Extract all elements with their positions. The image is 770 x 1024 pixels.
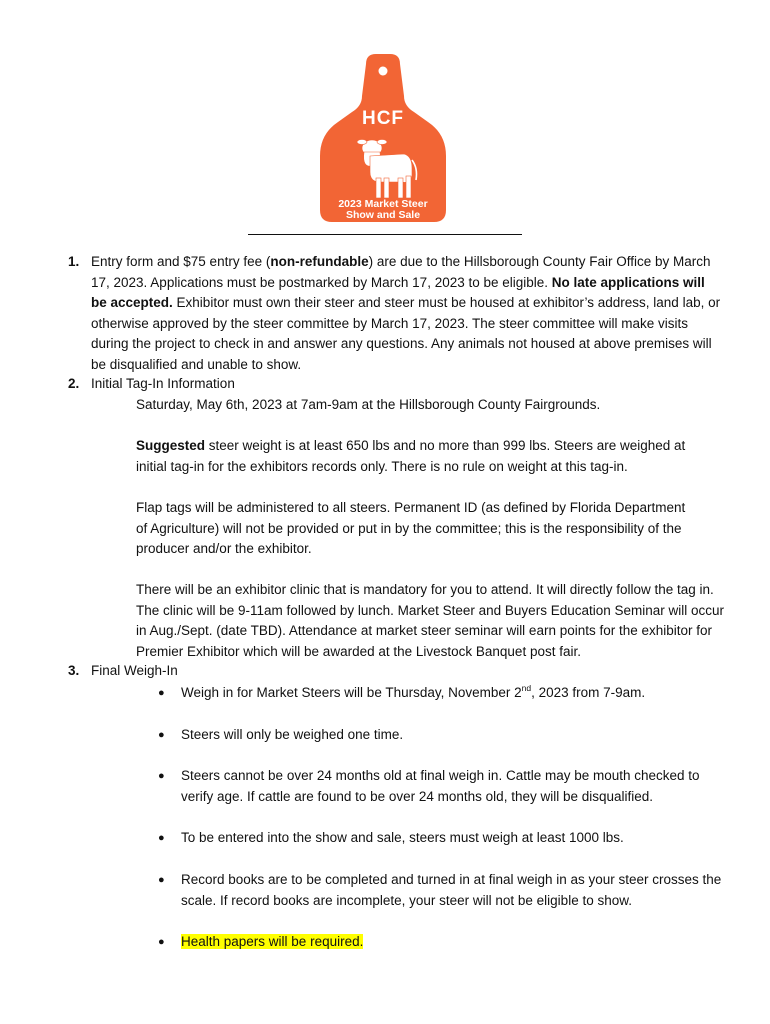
item-1-paragraph — [91, 252, 721, 376]
weigh-in-sup: nd — [521, 682, 532, 693]
item-1-number: 1. — [68, 254, 80, 269]
bullet-weighed-once: Steers will only be weighed one time. — [181, 727, 404, 742]
flap-tags-paragraph: Flap tags will be administered to all steers. Permanent ID (as defined by Florida Department of Agriculture) will not be provided or put in by the committee; this is the responsibility of the producer and/or the exhibitor. — [136, 500, 686, 557]
ear-tag-shape — [320, 54, 446, 222]
bullet-icon: ● — [158, 729, 165, 741]
bullet-icon: ● — [158, 770, 165, 782]
suggested-weight-paragraph — [136, 436, 718, 477]
ear-tag-logo — [320, 52, 446, 224]
item-3-number: 3. — [68, 663, 80, 678]
tag-in-date: Saturday, May 6th, 2023 at 7am-9am at the Hillsborough County Fairgrounds. — [136, 397, 601, 412]
item-1-text-b: ) are due to the Hillsborough County Fair Office by March 17, 2023. Applications must be postmarked by March 17, 2023 to be eligible. — [91, 254, 711, 290]
bullet-record-books: Record books are to be completed and turned in at final weigh in as your steer crosses the scale. If record books are incomplete, your steer will not be eligible to show. — [181, 872, 722, 908]
bullet-icon: ● — [158, 874, 165, 886]
bullet-health-papers — [181, 932, 726, 953]
item-1-text-a: Entry form and $75 entry fee ( — [91, 254, 271, 269]
suggested-weight-text: steer weight is at least 650 lbs and no more than 999 lbs. Steers are weighed at initial tag-in for the exhibitors records only. There is no rule on weight at this tag-in. — [136, 438, 686, 474]
bullet-icon: ● — [158, 832, 165, 844]
tag-hole — [379, 67, 388, 76]
bullet-icon: ● — [158, 687, 165, 699]
health-papers-highlight: Health papers will be required. — [181, 934, 364, 949]
hcf-logo — [320, 52, 446, 224]
item-1-text-c: Exhibitor must own their steer and steer must be housed at exhibitor’s address, land lab, or otherwise approved by the steer committee by March 17, 2023. The steer committee will make visits during the project to check in and answer any questions. Any animals not housed at above premises will be disqualified and unable to show. — [91, 295, 721, 372]
item-2-number: 2. — [68, 376, 80, 391]
bullet-weigh-in-date — [181, 683, 721, 704]
weigh-in-text-a: Weigh in for Market Steers will be Thursday, November 2 — [181, 685, 522, 700]
logo-caption-line2: Show and Sale — [345, 209, 421, 221]
item-1-no-late: No late applications will be accepted. — [91, 274, 705, 311]
logo-acronym: HCF — [361, 108, 405, 129]
item-1-non-refundable: non-refundable — [270, 254, 369, 269]
clinic-paragraph: There will be an exhibitor clinic that is mandatory for you to attend. It will directly follow the tag in. The clinic will be 9-11am followed by lunch. Market Steer and Buyers Education Seminar will occur in Aug./Sept. (date TBD). Attendance at market steer seminar will earn points for the exhibitor for Premier Exhibitor which will be awarded at the Livestock Banquet post fair. — [136, 582, 725, 659]
suggested-label: Suggested — [136, 438, 206, 453]
header-divider — [248, 234, 522, 235]
item-2-heading: Initial Tag-In Information — [91, 376, 235, 391]
bullet-age-limit: Steers cannot be over 24 months old at final weigh in. Cattle may be mouth checked to verify age. If cattle are found to be over 24 months old, they will be disqualified. — [181, 768, 700, 804]
logo-caption-line1: 2023 Market Steer — [338, 198, 428, 210]
item-3-heading: Final Weigh-In — [91, 663, 178, 678]
weigh-in-text-b: , 2023 from 7-9am. — [531, 685, 646, 700]
bullet-min-weight: To be entered into the show and sale, steers must weigh at least 1000 lbs. — [181, 830, 624, 845]
bullet-icon: ● — [158, 936, 165, 948]
